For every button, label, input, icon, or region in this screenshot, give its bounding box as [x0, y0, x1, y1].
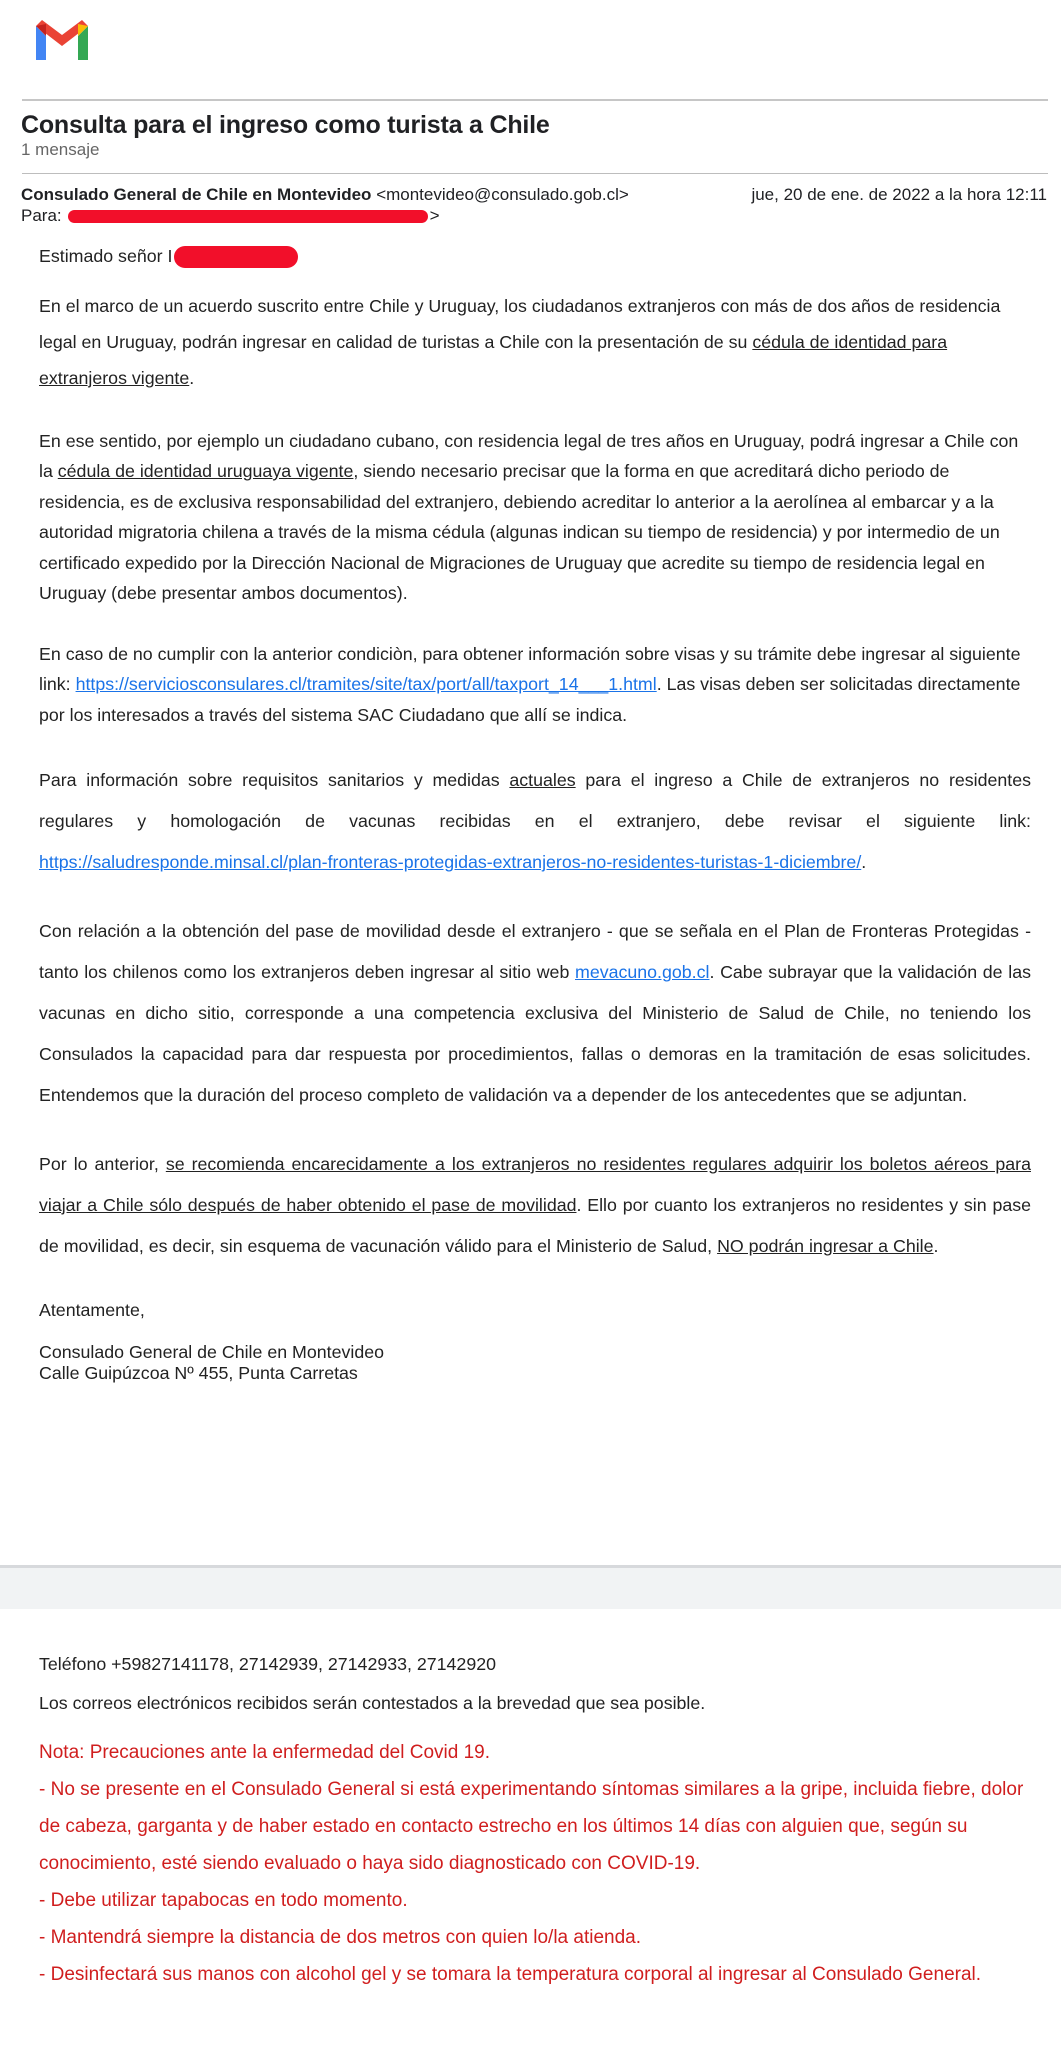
recipient-line [21, 206, 440, 226]
email-date: jue, 20 de ene. de 2022 a la hora 12:11 [751, 185, 1047, 204]
health-link[interactable]: https://saludresponde.minsal.cl/plan-fronteras-protegidas-extranjeros-no-residentes-turistas-1-diciembre/ [39, 852, 862, 872]
redaction-mark [68, 210, 428, 223]
gmail-logo-icon[interactable] [32, 16, 92, 64]
paragraph-6: Por lo anterior, se recomienda encarecidamente a los extranjeros no residentes regulares adquirir los boletos aéreos para viajar a Chile sólo después de haber obtenido el pase de movilidad. Ello por cuanto los extranjeros no residentes y sin pase de movilidad, es decir, sin esquema de vacunación válido para el Ministerio de Salud, NO podrán ingresar a Chile. [39, 1154, 1031, 1256]
email-body [39, 241, 1031, 1384]
message-separator [0, 1565, 1061, 1609]
sender-name[interactable]: Consulado General de Chile en Montevideo [21, 185, 372, 204]
to-suffix: > [429, 206, 440, 225]
covid-note-item: - Debe utilizar tapabocas en todo momento. [39, 1890, 408, 1911]
phone-line: Teléfono +59827141178, 27142939, 27142933, 27142920 [39, 1654, 496, 1674]
paragraph-1: En el marco de un acuerdo suscrito entre Chile y Uruguay, los ciudadanos extranjeros con más de dos años de residencia legal en Uruguay, podrán ingresar en calidad de turistas a Chile con la presentación de su cédula de identidad para extranjeros vigente. [39, 295, 1001, 388]
email-footer [39, 1654, 1039, 1993]
header-divider [22, 99, 1048, 101]
paragraph-5: Con relación a la obtención del pase de movilidad desde el extranjero - que se señala en el Plan de Fronteras Protegidas - tanto los chilenos como los extranjeros deben ingresar al sitio web mevacuno.gob.cl. Cabe subrayar que la validación de las vacunas en dicho sitio, corresponde a una competencia exclusiva del Ministerio de Salud de Chile, no teniendo los Consulados la capacidad para dar respuesta por procedimientos, fallas o demoras en la tramitación de esas solicitudes. Entendemos que la duración del proceso completo de validación va a depender de los antecedentes que se adjuntan. [39, 921, 1031, 1105]
mevacuno-link[interactable]: mevacuno.gob.cl [575, 962, 710, 982]
sender-email[interactable]: <montevideo@consulado.gob.cl> [376, 185, 629, 204]
mail-response-note: Los correos electrónicos recibidos serán contestados a la brevedad que sea posible. [39, 1693, 706, 1713]
redaction-mark [174, 246, 298, 268]
paragraph-2: En ese sentido, por ejemplo un ciudadano cubano, con residencia legal de tres años en Uruguay, podrá ingresar a Chile con la cédula de identidad uruguaya vigente, siendo necesario precisar que la forma en que acreditará dicho periodo de residencia, es de exclusiva responsabilidad del extranjero, debiendo acreditar lo anterior a la aerolínea al embarcar y a la autoridad migratoria chilena a través de la misma cédula (algunas indican su tiempo de residencia) y por intermedio de un certificado expedido por la Dirección Nacional de Migraciones de Uruguay que acredite su tiempo de residencia legal en Uruguay (debe presentar ambos documentos). [39, 430, 1019, 603]
email-subject: Consulta para el ingreso como turista a Chile [21, 111, 550, 139]
covid-note-item: - Desinfectará sus manos con alcohol gel y se tomara la temperatura corporal al ingresar al Consulado General. [39, 1964, 982, 1985]
paragraph-3: En caso de no cumplir con la anterior condiciòn, para obtener información sobre visas y su trámite debe ingresar al siguiente link: https://serviciosconsulares.cl/tramites/site/tax/port/all/taxport_14___1.html. Las visas deben ser solicitadas directamente por los interesados a través del sistema SAC Ciudadano que allí se indica. [39, 643, 1021, 725]
covid-note-item: - Mantendrá siempre la distancia de dos metros con quien lo/la atienda. [39, 1927, 642, 1948]
closing: Atentamente, [39, 1300, 145, 1320]
greeting: Estimado señor I [39, 241, 1031, 272]
subject-divider [22, 173, 1048, 174]
sender-line [21, 185, 629, 205]
signature-line-2: Calle Guipúzcoa Nº 455, Punta Carretas [39, 1362, 358, 1383]
visa-link[interactable]: https://serviciosconsulares.cl/tramites/site/tax/port/all/taxport_14___1.html [75, 674, 657, 694]
covid-note-item: - No se presente en el Consulado General si está experimentando síntomas similares a la gripe, incluida fiebre, dolor de cabeza, garganta y de haber estado en contacto estrecho en los últimos 14 días con alguien que, según su conocimiento, esté siendo evaluado o haya sido diagnosticado con COVID-19. [39, 1779, 1024, 1874]
covid-note-title: Nota: Precauciones ante la enfermedad del Covid 19. [39, 1742, 490, 1763]
to-label: Para: [21, 206, 62, 225]
paragraph-4: Para información sobre requisitos sanitarios y medidas actuales para el ingreso a Chile de extranjeros no residentes regulares y homologación de vacunas recibidas en el extranjero, debe revisar el siguiente link: https://saludresponde.minsal.cl/plan-fronteras-protegidas-extranjeros-no-residentes-turistas-1-diciembre/. [39, 770, 1031, 872]
message-count: 1 mensaje [21, 140, 100, 159]
signature-line-1: Consulado General de Chile en Montevideo [39, 1341, 384, 1362]
